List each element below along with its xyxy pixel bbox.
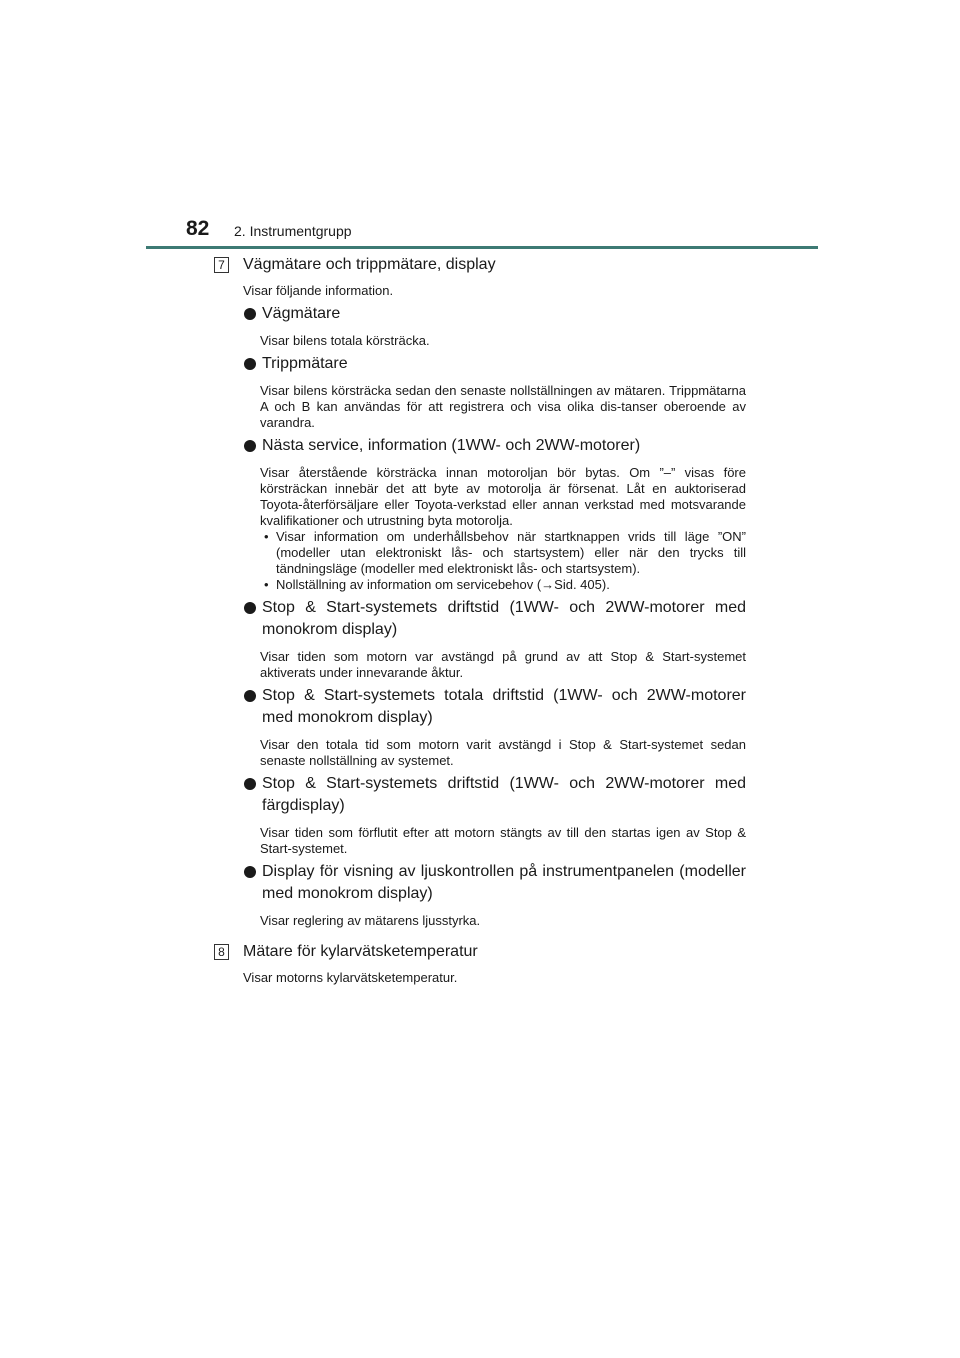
- page-number: 82: [186, 217, 210, 240]
- item-description: Visar tiden som förflutit efter att motorn stängts av till den startas igen av Stop & Start-systemet.: [260, 825, 746, 856]
- section-7: [214, 254, 746, 929]
- section-number-badge: 7: [214, 257, 229, 273]
- header-divider: [146, 246, 818, 249]
- bullet-icon: [244, 685, 260, 729]
- chapter-title: 2. Instrumentgrupp: [234, 223, 352, 239]
- section-heading: [214, 254, 746, 276]
- item-title: Stop & Start-systemets driftstid (1WW- och 2WW-motorer med färgdisplay): [262, 775, 746, 814]
- item-title: Stop & Start-systemets driftstid (1WW- och 2WW-motorer med monokrom display): [262, 599, 746, 638]
- list-item: [244, 685, 746, 769]
- section-title: Mätare för kylarvätsketemperatur: [243, 943, 478, 960]
- bullet-icon: [244, 353, 260, 375]
- item-description: Visar tiden som motorn var avstängd på grund av att Stop & Start-systemet aktiverats under innevarande åktur.: [260, 649, 746, 680]
- bullet-icon: [244, 597, 260, 641]
- item-title: Stop & Start-systemets totala driftstid (1WW- och 2WW-motorer med monokrom display): [262, 687, 746, 726]
- item-description: Visar bilens totala körsträcka.: [260, 333, 430, 348]
- section-description: Visar följande information.: [243, 283, 394, 298]
- list-item: [244, 353, 746, 431]
- section-8: [214, 941, 746, 986]
- page-content: [214, 254, 746, 986]
- list-item: [244, 861, 746, 929]
- item-title: Nästa service, information (1WW- och 2WW-motorer): [262, 437, 641, 454]
- sub-list-item: • Nollställning av information om servicebehov (→Sid. 405).: [260, 577, 746, 593]
- bullet-icon: [244, 861, 260, 905]
- list-item: [244, 597, 746, 681]
- bullet-icon: [244, 773, 260, 817]
- item-description: Visar återstående körsträcka innan motoroljan bör bytas. Om ”–” visas före körsträckan innebär det att byte av motorolja är försenat. Låt en auktoriserad Toyota-återförsäljare eller Toyota-verkstad eller annan verkstad med motsvarande kvalifikationer och utrustning byta motorolja.: [260, 465, 746, 528]
- bullet-icon: [244, 435, 260, 457]
- bullet-icon: [244, 303, 260, 325]
- section-heading: [214, 941, 746, 963]
- item-description: Visar reglering av mätarens ljusstyrka.: [260, 913, 481, 928]
- sub-list: [260, 529, 746, 593]
- section-description: Visar motorns kylarvätsketemperatur.: [243, 970, 458, 985]
- list-item: [244, 303, 746, 349]
- list-item: [244, 773, 746, 857]
- item-description: Visar den totala tid som motorn varit avstängd i Stop & Start-systemet sedan senaste nollställning av systemet.: [260, 737, 746, 768]
- item-title: Trippmätare: [262, 355, 348, 372]
- sub-list-item: • Visar information om underhållsbehov när startknappen vrids till läge ”ON” (modeller utan elektroniskt lås- och startsystem) eller när den trycks till tändningsläge (modeller med elektroniskt lås- och startsystem).: [260, 529, 746, 577]
- section-number-badge: 8: [214, 944, 229, 960]
- section-title: Vägmätare och trippmätare, display: [243, 256, 496, 273]
- item-title: Vägmätare: [262, 305, 341, 322]
- item-title: Display för visning av ljuskontrollen på instrumentpanelen (modeller med monokrom display): [262, 863, 746, 902]
- item-description: Visar bilens körsträcka sedan den senaste nollställningen av mätaren. Trippmätarna A och B kan användas för att registrera och visa olika dis-tanser oberoende av varandra.: [260, 383, 746, 430]
- list-item: [244, 435, 746, 593]
